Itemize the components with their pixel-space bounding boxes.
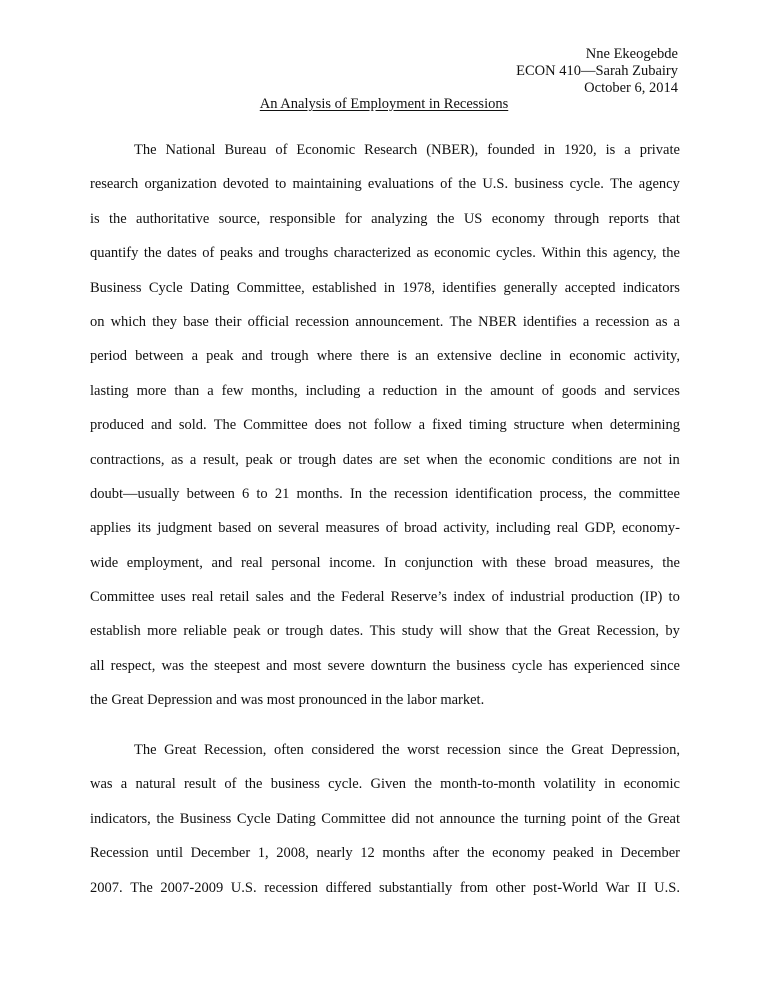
paragraph-line: period between a peak and trough where there is an extensive decline in economic activity, — [90, 348, 680, 365]
paragraph-line: The National Bureau of Economic Research (NBER), founded in 1920, is a private — [134, 142, 680, 158]
author-name: Nne Ekeogebde — [585, 46, 678, 62]
paragraph-line: the Great Depression and was most pronounced in the labor market. — [90, 692, 485, 709]
paragraph-line: quantify the dates of peaks and troughs characterized as economic cycles. Within this agency, the — [90, 245, 680, 262]
paragraph-line: doubt—usually between 6 to 21 months. In the recession identification process, the committee — [90, 485, 680, 502]
paragraph-2 — [90, 733, 680, 905]
paragraph-line: was a natural result of the business cycle. Given the month-to-month volatility in economic — [90, 776, 680, 793]
date: October 6, 2014 — [584, 80, 678, 96]
paragraph-line: Recession until December 1, 2008, nearly 12 months after the economy peaked in December — [90, 845, 680, 862]
header-block — [516, 46, 678, 97]
paragraph-line: lasting more than a few months, including a reduction in the amount of goods and services — [90, 382, 680, 399]
paragraph-line: all respect, was the steepest and most severe downturn the business cycle has experienced since — [90, 657, 680, 674]
paragraph-line: on which they base their official recession announcement. The NBER identifies a recession as a — [90, 313, 680, 330]
course-instructor: ECON 410—Sarah Zubairy — [516, 63, 678, 79]
paragraph-line: wide employment, and real personal income. In conjunction with these broad measures, the — [90, 554, 680, 571]
paragraph-line: 2007. The 2007-2009 U.S. recession differed substantially from other post-World War II U.S. — [90, 879, 680, 896]
paragraph-line: research organization devoted to maintaining evaluations of the U.S. business cycle. The agency — [90, 176, 680, 193]
paragraph-line: is the authoritative source, responsible for analyzing the US economy through reports that — [90, 210, 680, 227]
paragraph-line: establish more reliable peak or trough dates. This study will show that the Great Recession, by — [90, 623, 680, 640]
title-text: An Analysis of Employment in Recessions — [259, 96, 509, 112]
paragraph-line: produced and sold. The Committee does not follow a fixed timing structure when determining — [90, 417, 680, 434]
page-title — [0, 96, 768, 113]
paragraph-line: indicators, the Business Cycle Dating Committee did not announce the turning point of the Great — [90, 810, 680, 827]
paragraph-1 — [90, 133, 680, 718]
paragraph-line: Business Cycle Dating Committee, established in 1978, identifies generally accepted indicators — [90, 279, 680, 296]
paragraph-line: The Great Recession, often considered the worst recession since the Great Depression, — [134, 742, 680, 758]
paragraph-line: Committee uses real retail sales and the Federal Reserve’s index of industrial production (IP) to — [90, 589, 680, 606]
paragraph-line: applies its judgment based on several measures of broad activity, including real GDP, economy- — [90, 520, 680, 537]
paragraph-line: contractions, as a result, peak or trough dates are set when the economic conditions are not in — [90, 451, 680, 468]
